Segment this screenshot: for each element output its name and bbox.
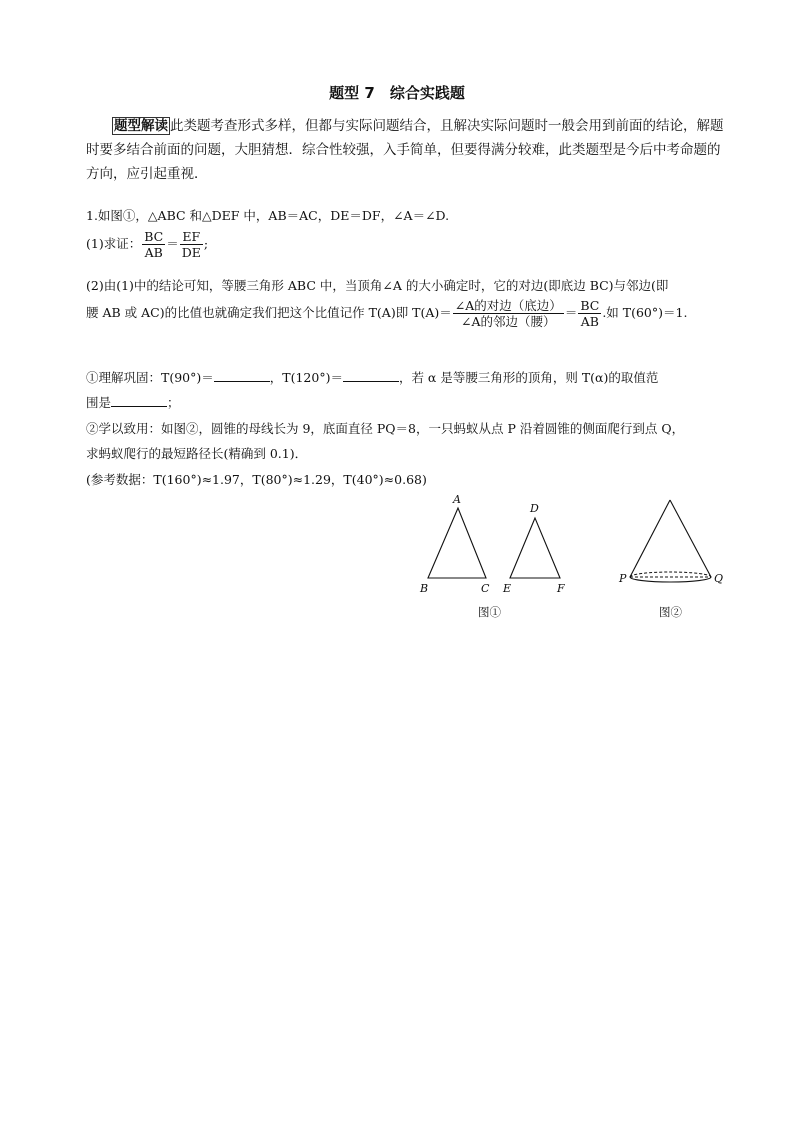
figure2-caption: 图② bbox=[659, 605, 682, 619]
frac-num: BC bbox=[144, 229, 164, 244]
intro-text: 此类题考查形式多样，但都与实际问题结合，且解决实际问题时一般会用到前面的结论，解题时要多结合前面的问题，大胆猜想．综合性较强，入手简单，但要得满分较难，此类题型是今后中考命题的方向，应引起重视． bbox=[86, 118, 724, 182]
intro-label: 题型解读 bbox=[114, 118, 168, 134]
figure2-cone bbox=[615, 492, 735, 602]
label-b: B bbox=[420, 582, 429, 595]
frac-num: BC bbox=[580, 298, 600, 313]
fraction-bc-ab-2 bbox=[578, 298, 601, 329]
part2-suffix: .如 T(60°)＝1. bbox=[602, 305, 688, 320]
frac-num: EF bbox=[180, 229, 203, 245]
q1-sub2-line2: 求蚂蚁爬行的最短路径长(精确到 0.1)． bbox=[86, 446, 308, 461]
answer-blank-t120[interactable] bbox=[343, 369, 399, 382]
equals: ＝ bbox=[166, 236, 179, 251]
frac-den: DE bbox=[181, 245, 201, 260]
frac-den: AB bbox=[144, 245, 163, 260]
reference-data: (参考数据：T(160°)≈1.97，T(80°)≈1.29，T(40°)≈0.68) bbox=[86, 472, 427, 487]
part2-prefix: 腰 AB 或 AC)的比值也就确定我们把这个比值记作 T(A)即 T(A)＝ bbox=[86, 305, 452, 320]
answer-blank-t90[interactable] bbox=[214, 369, 270, 382]
intro-paragraph bbox=[86, 114, 726, 186]
answer-blank-range[interactable] bbox=[111, 394, 167, 407]
q1-part2-line2 bbox=[86, 298, 687, 329]
q1-part2-line1: (2)由(1)中的结论可知，等腰三角形 ABC 中，当顶角∠A 的大小确定时，它的对边(即底边 BC)与邻边(即 bbox=[86, 278, 669, 293]
q1-sub1-line2 bbox=[86, 393, 180, 411]
fraction-ef-de bbox=[180, 229, 203, 260]
fraction-bc-ab bbox=[142, 229, 165, 260]
cone-right-slant bbox=[670, 500, 711, 577]
triangle-abc bbox=[428, 508, 486, 578]
q1-sub2-line1: ②学以致用：如图②，圆锥的母线长为 9，底面直径 PQ＝8，一只蚂蚁从点 P 沿着圆锥的侧面爬行到点 Q， bbox=[86, 421, 685, 436]
sub1-text-b: ，T(120°)＝ bbox=[269, 370, 343, 385]
equals: ＝ bbox=[564, 305, 578, 320]
label-c: C bbox=[481, 582, 490, 595]
label-d: D bbox=[530, 502, 539, 515]
triangle-def bbox=[510, 518, 560, 578]
sub1-text-d: 围是 bbox=[86, 395, 112, 410]
frac-num: ∠A的对边（底边） bbox=[454, 298, 562, 313]
label-p: P bbox=[619, 572, 627, 585]
q1-stem: 1.如图①，△ABC 和△DEF 中，AB＝AC，DE＝DF，∠A＝∠D. bbox=[86, 208, 450, 223]
frac-den: ∠A的邻边（腰） bbox=[461, 314, 556, 329]
cone-left-slant bbox=[630, 500, 670, 577]
cone-base-back bbox=[630, 572, 711, 577]
sub1-text-a: ①理解巩固：T(90°)＝ bbox=[86, 370, 214, 385]
label-q: Q bbox=[714, 572, 724, 585]
part1-suffix: ; bbox=[203, 236, 209, 251]
cone-base-front bbox=[630, 577, 711, 582]
part1-prefix: (1)求证： bbox=[86, 236, 142, 251]
label-a: A bbox=[453, 493, 461, 506]
figure1-triangles bbox=[410, 490, 580, 620]
q1-part1 bbox=[86, 229, 208, 260]
figure1-caption: 图① bbox=[478, 605, 501, 619]
label-e: E bbox=[503, 582, 512, 595]
label-f: F bbox=[557, 582, 565, 595]
q1-sub1-line1 bbox=[86, 368, 658, 386]
sub1-text-c: ，若 α 是等腰三角形的顶角，则 T(α)的取值范 bbox=[398, 370, 659, 385]
sub1-text-e: ； bbox=[167, 395, 180, 410]
fraction-definition bbox=[453, 298, 564, 329]
page-title: 题型 7 综合实践题 bbox=[329, 84, 465, 102]
frac-den: AB bbox=[580, 314, 599, 329]
